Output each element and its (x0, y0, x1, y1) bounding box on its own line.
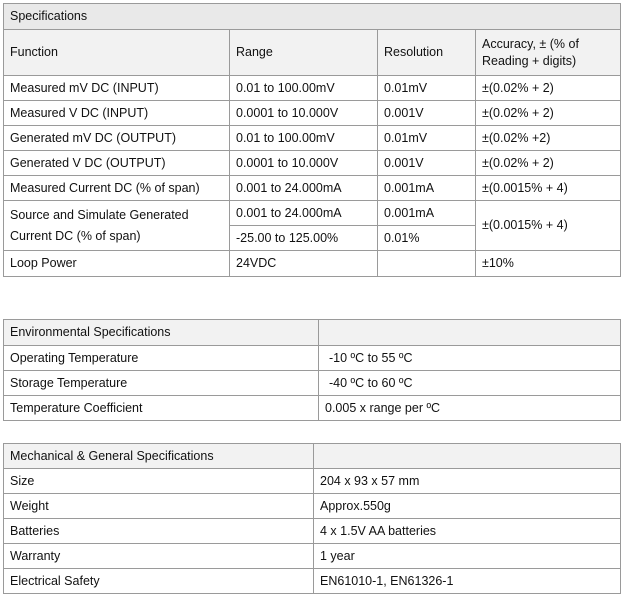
cell-value: EN61010-1, EN61326-1 (314, 569, 621, 594)
cell-label: Electrical Safety (4, 569, 314, 594)
table-row (4, 76, 621, 101)
cell-label: Weight (4, 494, 314, 519)
cell-range: 0.0001 to 10.000V (230, 151, 378, 176)
cell-value: 4 x 1.5V AA batteries (314, 519, 621, 544)
environmental-title-blank (319, 320, 621, 346)
cell-label: Warranty (4, 544, 314, 569)
cell-value: Approx.550g (314, 494, 621, 519)
cell-resolution: 0.01mV (378, 76, 476, 101)
cell-label: Batteries (4, 519, 314, 544)
cell-value: -40 ºC to 60 ºC (319, 371, 621, 396)
cell-function: Loop Power (4, 251, 230, 277)
cell-function: Source and Simulate Generated Current DC (% of span) (4, 201, 230, 251)
header-accuracy: Accuracy, ± (% of Reading + digits) (476, 30, 621, 76)
cell-range: 24VDC (230, 251, 378, 277)
table-row (4, 151, 621, 176)
specifications-title: Specifications (4, 4, 621, 30)
environmental-specifications-table (3, 319, 621, 421)
table-row (4, 371, 621, 396)
cell-range: 0.001 to 24.000mA (230, 201, 378, 226)
cell-range: 0.0001 to 10.000V (230, 101, 378, 126)
cell-function: Measured Current DC (% of span) (4, 176, 230, 201)
cell-accuracy: ±(0.0015% + 4) (476, 176, 621, 201)
cell-accuracy: ±(0.02% + 2) (476, 76, 621, 101)
cell-accuracy: ±(0.02% +2) (476, 126, 621, 151)
table-row (4, 126, 621, 151)
header-function: Function (4, 30, 230, 76)
table-row (4, 544, 621, 569)
table-row (4, 201, 621, 226)
cell-resolution: 0.001V (378, 151, 476, 176)
cell-range: 0.01 to 100.00mV (230, 126, 378, 151)
cell-function: Measured V DC (INPUT) (4, 101, 230, 126)
cell-range: 0.001 to 24.000mA (230, 176, 378, 201)
cell-accuracy: ±10% (476, 251, 621, 277)
cell-resolution: 0.001V (378, 101, 476, 126)
cell-value: 204 x 93 x 57 mm (314, 469, 621, 494)
cell-accuracy: ±(0.02% + 2) (476, 101, 621, 126)
cell-accuracy: ±(0.02% + 2) (476, 151, 621, 176)
cell-range: -25.00 to 125.00% (230, 226, 378, 251)
table-row (4, 396, 621, 421)
cell-function: Generated V DC (OUTPUT) (4, 151, 230, 176)
table-row (4, 494, 621, 519)
table-row (4, 251, 621, 277)
table-row (4, 519, 621, 544)
cell-label: Size (4, 469, 314, 494)
environmental-title: Environmental Specifications (4, 320, 319, 346)
cell-value: 1 year (314, 544, 621, 569)
cell-resolution (378, 251, 476, 277)
table-row (4, 101, 621, 126)
cell-value: 0.005 x range per ºC (319, 396, 621, 421)
cell-accuracy: ±(0.0015% + 4) (476, 201, 621, 251)
cell-resolution: 0.001mA (378, 201, 476, 226)
mechanical-title-blank (314, 444, 621, 469)
cell-label: Temperature Coefficient (4, 396, 319, 421)
cell-resolution: 0.001mA (378, 176, 476, 201)
specifications-table (3, 3, 621, 277)
header-resolution: Resolution (378, 30, 476, 76)
cell-function: Generated mV DC (OUTPUT) (4, 126, 230, 151)
cell-resolution: 0.01mV (378, 126, 476, 151)
table-row (4, 176, 621, 201)
cell-label: Operating Temperature (4, 346, 319, 371)
header-range: Range (230, 30, 378, 76)
table-row (4, 469, 621, 494)
cell-function: Measured mV DC (INPUT) (4, 76, 230, 101)
cell-value: -10 ºC to 55 ºC (319, 346, 621, 371)
mechanical-title: Mechanical & General Specifications (4, 444, 314, 469)
cell-range: 0.01 to 100.00mV (230, 76, 378, 101)
table-row (4, 569, 621, 594)
mechanical-specifications-table (3, 443, 621, 594)
cell-resolution: 0.01% (378, 226, 476, 251)
cell-label: Storage Temperature (4, 371, 319, 396)
table-row (4, 346, 621, 371)
